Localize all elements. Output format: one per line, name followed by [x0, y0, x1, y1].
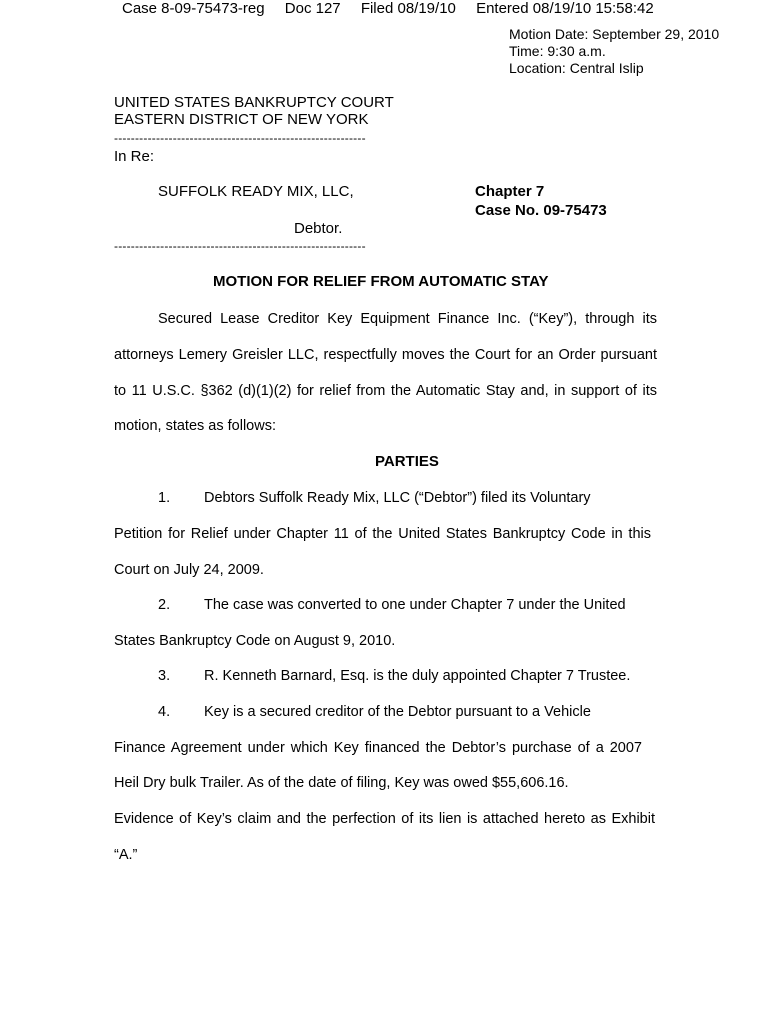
- entered-stamp: Entered 08/19/10 15:58:42: [476, 0, 654, 17]
- in-re-label: In Re:: [114, 148, 155, 165]
- intro-line-2: attorneys Lemery Greisler LLC, respectfully moves the Court for an Order pursuant: [114, 347, 657, 363]
- paragraph-2-line-1: The case was converted to one under Chapter 7 under the United: [204, 597, 626, 613]
- court-name: UNITED STATES BANKRUPTCY COURT: [114, 94, 394, 111]
- paragraph-4-line-5: “A.”: [114, 847, 138, 863]
- motion-date: Motion Date: September 29, 2010: [509, 26, 720, 42]
- filed-stamp: Filed 08/19/10: [360, 0, 456, 17]
- caption-divider-bottom: ------------------------------------------------------------: [114, 240, 366, 252]
- court-district: EASTERN DISTRICT OF NEW YORK: [114, 111, 369, 128]
- paragraph-1-line-2: Petition for Relief under Chapter 11 of the United States Bankruptcy Code in this: [114, 526, 651, 542]
- debtor-label: Debtor.: [294, 220, 343, 237]
- paragraph-number: 3.: [158, 668, 171, 684]
- paragraph-3-line-1: R. Kenneth Barnard, Esq. is the duly appointed Chapter 7 Trustee.: [204, 668, 631, 684]
- paragraph-1-line-1: Debtors Suffolk Ready Mix, LLC (“Debtor”) filed its Voluntary: [204, 490, 591, 506]
- paragraph-1-line-3: Court on July 24, 2009.: [114, 562, 264, 578]
- intro-line-3: to 11 U.S.C. §362 (d)(1)(2) for relief from the Automatic Stay and, in support of its: [114, 383, 657, 399]
- paragraph-4-line-3: Heil Dry bulk Trailer. As of the date of filing, Key was owed $55,606.16.: [114, 775, 569, 791]
- paragraph-number: 1.: [158, 490, 171, 506]
- section-heading-parties: PARTIES: [375, 453, 439, 470]
- motion-time: Time: 9:30 a.m.: [509, 43, 606, 59]
- debtor-name: SUFFOLK READY MIX, LLC,: [158, 183, 354, 200]
- case-stamp: Case 8-09-75473-reg: [122, 0, 265, 17]
- motion-location: Location: Central Islip: [509, 60, 644, 76]
- filing-header: [122, 0, 670, 18]
- case-number: Case No. 09-75473: [475, 202, 607, 219]
- paragraph-4-line-1: Key is a secured creditor of the Debtor pursuant to a Vehicle: [204, 704, 591, 720]
- intro-line-1: Secured Lease Creditor Key Equipment Finance Inc. (“Key”), through its: [158, 311, 657, 327]
- intro-line-4: motion, states as follows:: [114, 418, 276, 434]
- paragraph-4-line-4: Evidence of Key’s claim and the perfection of its lien is attached hereto as Exhibit: [114, 811, 655, 827]
- paragraph-2-line-2: States Bankruptcy Code on August 9, 2010.: [114, 633, 396, 649]
- paragraph-number: 2.: [158, 597, 171, 613]
- chapter-label: Chapter 7: [475, 183, 545, 200]
- motion-title: MOTION FOR RELIEF FROM AUTOMATIC STAY: [213, 273, 549, 290]
- doc-stamp: Doc 127: [284, 0, 341, 17]
- paragraph-number: 4.: [158, 704, 171, 720]
- paragraph-4-line-2: Finance Agreement under which Key financed the Debtor’s purchase of a 2007: [114, 740, 642, 756]
- caption-divider-top: ------------------------------------------------------------: [114, 132, 366, 144]
